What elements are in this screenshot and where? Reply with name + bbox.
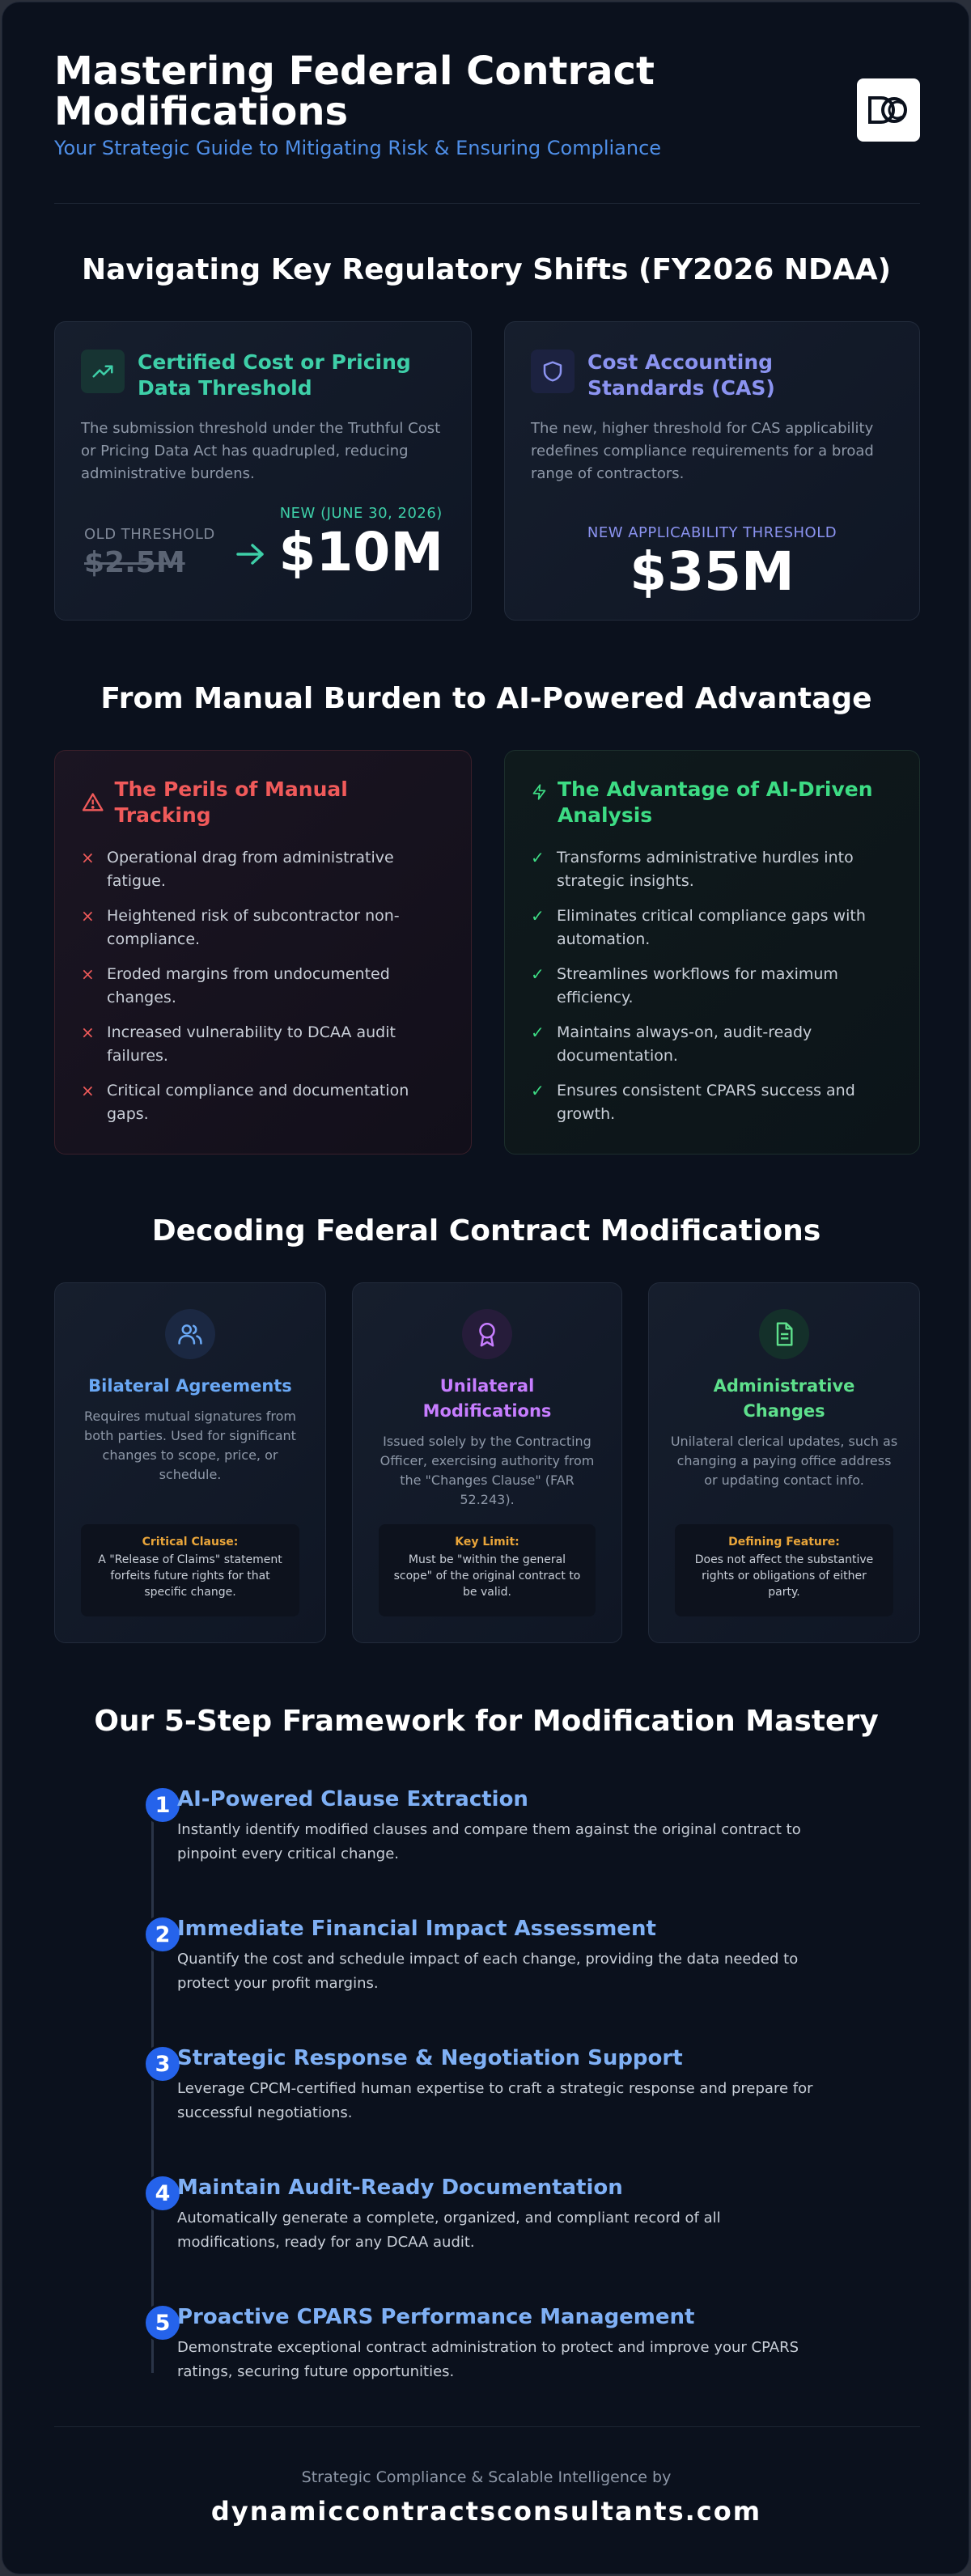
step-number: 1 [143, 1786, 182, 1824]
list-item-text: Increased vulnerability to DCAA audit failures. [107, 1023, 396, 1065]
step-heading: AI-Powered Clause Extraction [177, 1787, 528, 1811]
step-number: 3 [143, 2044, 182, 2083]
old-threshold-label: OLD THRESHOLD [84, 526, 215, 543]
users-icon [165, 1309, 215, 1359]
check-icon: ✓ [531, 1081, 545, 1100]
card-body: The submission threshold under the Truthful Cost or Pricing Data Act has quadrupled, reducing administrative burdens. [81, 420, 441, 482]
card-body: The new, higher threshold for CAS applicability redefines compliance requirements for a broad range of contractors. [531, 420, 874, 482]
footer-divider [54, 2426, 920, 2427]
list-item [81, 846, 445, 893]
lightning-icon [531, 782, 548, 803]
note-box [81, 1524, 299, 1616]
list-item-text: Heightened risk of subcontractor non-compliance. [107, 907, 400, 948]
infographic-page [2, 2, 969, 2574]
note-body: Must be "within the general scope" of the original contract to be valid. [393, 1553, 581, 1599]
company-logo [857, 78, 920, 142]
ai-advantage-list [531, 846, 893, 1126]
cas-threshold-value: $35M [630, 540, 795, 603]
bilateral-agreements-card [54, 1282, 326, 1643]
note-heading: Key Limit: [455, 1536, 519, 1549]
step-body: Instantly identify modified clauses and compare them against the original contract to pinpoint every critical change. [177, 1821, 801, 1862]
card-heading: Certified Cost or Pricing Data Threshold [138, 350, 411, 400]
regulatory-section-title: Navigating Key Regulatory Shifts (FY2026 NDAA) [81, 253, 892, 286]
cas-threshold-label: NEW APPLICABILITY THRESHOLD [587, 524, 837, 541]
note-heading: Defining Feature: [728, 1536, 840, 1549]
step-body: Leverage CPCM-certified human expertise to craft a strategic response and prepare for successful negotiations. [177, 2080, 813, 2121]
step-number: 2 [143, 1915, 182, 1954]
list-item [531, 905, 893, 951]
manual-tracking-card [54, 750, 472, 1155]
list-item-text: Eliminates critical compliance gaps with automation. [557, 907, 866, 948]
check-icon: ✓ [531, 964, 545, 984]
timeline-line [151, 1807, 154, 2373]
award-icon [462, 1309, 512, 1359]
step-heading: Proactive CPARS Performance Management [177, 2305, 695, 2329]
step-body: Quantify the cost and schedule impact of each change, providing the data needed to protect your profit margins. [177, 1951, 799, 1992]
document-icon [759, 1309, 809, 1359]
step-body: Automatically generate a complete, organized, and compliant record of all modifications, ready for any DCAA audit. [177, 2210, 721, 2251]
step-body: Demonstrate exceptional contract administration to protect and improve your CPARS ratings, securing future opportunities. [177, 2339, 799, 2380]
list-item-text: Operational drag from administrative fatigue. [107, 849, 394, 890]
list-item [81, 905, 445, 951]
list-item-text: Transforms administrative hurdles into strategic insights. [557, 849, 854, 890]
header-divider [54, 203, 920, 204]
header [54, 51, 920, 205]
administrative-changes-card [648, 1282, 920, 1643]
x-mark-icon: × [81, 906, 95, 926]
card-heading: Administrative Changes [713, 1376, 855, 1421]
arrow-right-icon [235, 542, 267, 566]
old-threshold-value: $2.5M [84, 546, 185, 579]
note-heading: Critical Clause: [142, 1536, 239, 1549]
footer-domain-link[interactable]: dynamiccontractsconsultants.com [210, 2496, 762, 2527]
list-item [81, 1079, 445, 1126]
new-threshold-value: $10M [278, 521, 443, 583]
footer-tagline: Strategic Compliance & Scalable Intelligence by [301, 2468, 672, 2486]
card-body: Unilateral clerical updates, such as changing a paying office address or updating contact info. [670, 1434, 898, 1488]
trending-up-icon [81, 350, 125, 393]
ai-analysis-card [504, 750, 920, 1155]
list-item [81, 1021, 445, 1068]
page-subtitle: Your Strategic Guide to Mitigating Risk & Ensuring Compliance [54, 137, 662, 159]
list-item [531, 1079, 893, 1126]
note-body: Does not affect the substantive rights or obligations of either party. [694, 1553, 874, 1599]
logo-mark-icon [867, 94, 910, 126]
list-item-text: Critical compliance and documentation gaps. [107, 1082, 409, 1123]
unilateral-modifications-card [352, 1282, 622, 1643]
comparison-section-title: From Manual Burden to AI-Powered Advantage [100, 682, 872, 715]
framework-section-title: Our 5-Step Framework for Modification Mastery [94, 1705, 879, 1738]
list-item [531, 846, 893, 893]
cas-threshold-card [504, 321, 920, 621]
list-item [81, 963, 445, 1010]
list-item-text: Streamlines workflows for maximum efficiency. [557, 965, 838, 1006]
check-icon: ✓ [531, 848, 545, 867]
check-icon: ✓ [531, 1023, 545, 1042]
manual-risk-list [81, 846, 445, 1126]
note-box [379, 1524, 596, 1616]
page-title: Mastering Federal Contract Modifications [54, 49, 655, 134]
card-heading: Cost Accounting Standards (CAS) [587, 350, 775, 400]
step-heading: Strategic Response & Negotiation Support [177, 2046, 683, 2070]
note-box [675, 1524, 893, 1616]
step-number: 4 [143, 2174, 182, 2213]
new-threshold-label: NEW (JUNE 30, 2026) [279, 505, 443, 522]
shield-icon [531, 350, 575, 393]
card-body: Issued solely by the Contracting Officer, exercising authority from the "Changes Clause" (FAR 52.243). [379, 1434, 595, 1507]
warning-icon [81, 791, 104, 814]
x-mark-icon: × [81, 964, 95, 984]
cost-pricing-threshold-card [54, 321, 472, 621]
x-mark-icon: × [81, 1081, 95, 1100]
note-body: A "Release of Claims" statement forfeits future rights for that specific change. [98, 1553, 282, 1599]
x-mark-icon: × [81, 1023, 95, 1042]
step-heading: Immediate Financial Impact Assessment [177, 1917, 656, 1941]
list-item-text: Maintains always-on, audit-ready documentation. [557, 1023, 812, 1065]
list-item [531, 1021, 893, 1068]
card-heading: Bilateral Agreements [88, 1376, 292, 1396]
x-mark-icon: × [81, 848, 95, 867]
card-heading: The Perils of Manual Tracking [114, 777, 348, 827]
card-heading: The Advantage of AI-Driven Analysis [557, 777, 873, 827]
step-heading: Maintain Audit-Ready Documentation [177, 2176, 623, 2200]
card-heading: Unilateral Modifications [422, 1376, 552, 1421]
list-item [531, 963, 893, 1010]
card-body: Requires mutual signatures from both parties. Used for significant changes to scope, price, or schedule. [84, 1409, 296, 1482]
list-item-text: Ensures consistent CPARS success and growth. [557, 1082, 855, 1123]
step-number: 5 [143, 2303, 182, 2342]
check-icon: ✓ [531, 906, 545, 926]
list-item-text: Eroded margins from undocumented changes. [107, 965, 390, 1006]
modifications-section-title: Decoding Federal Contract Modifications [151, 1214, 821, 1248]
